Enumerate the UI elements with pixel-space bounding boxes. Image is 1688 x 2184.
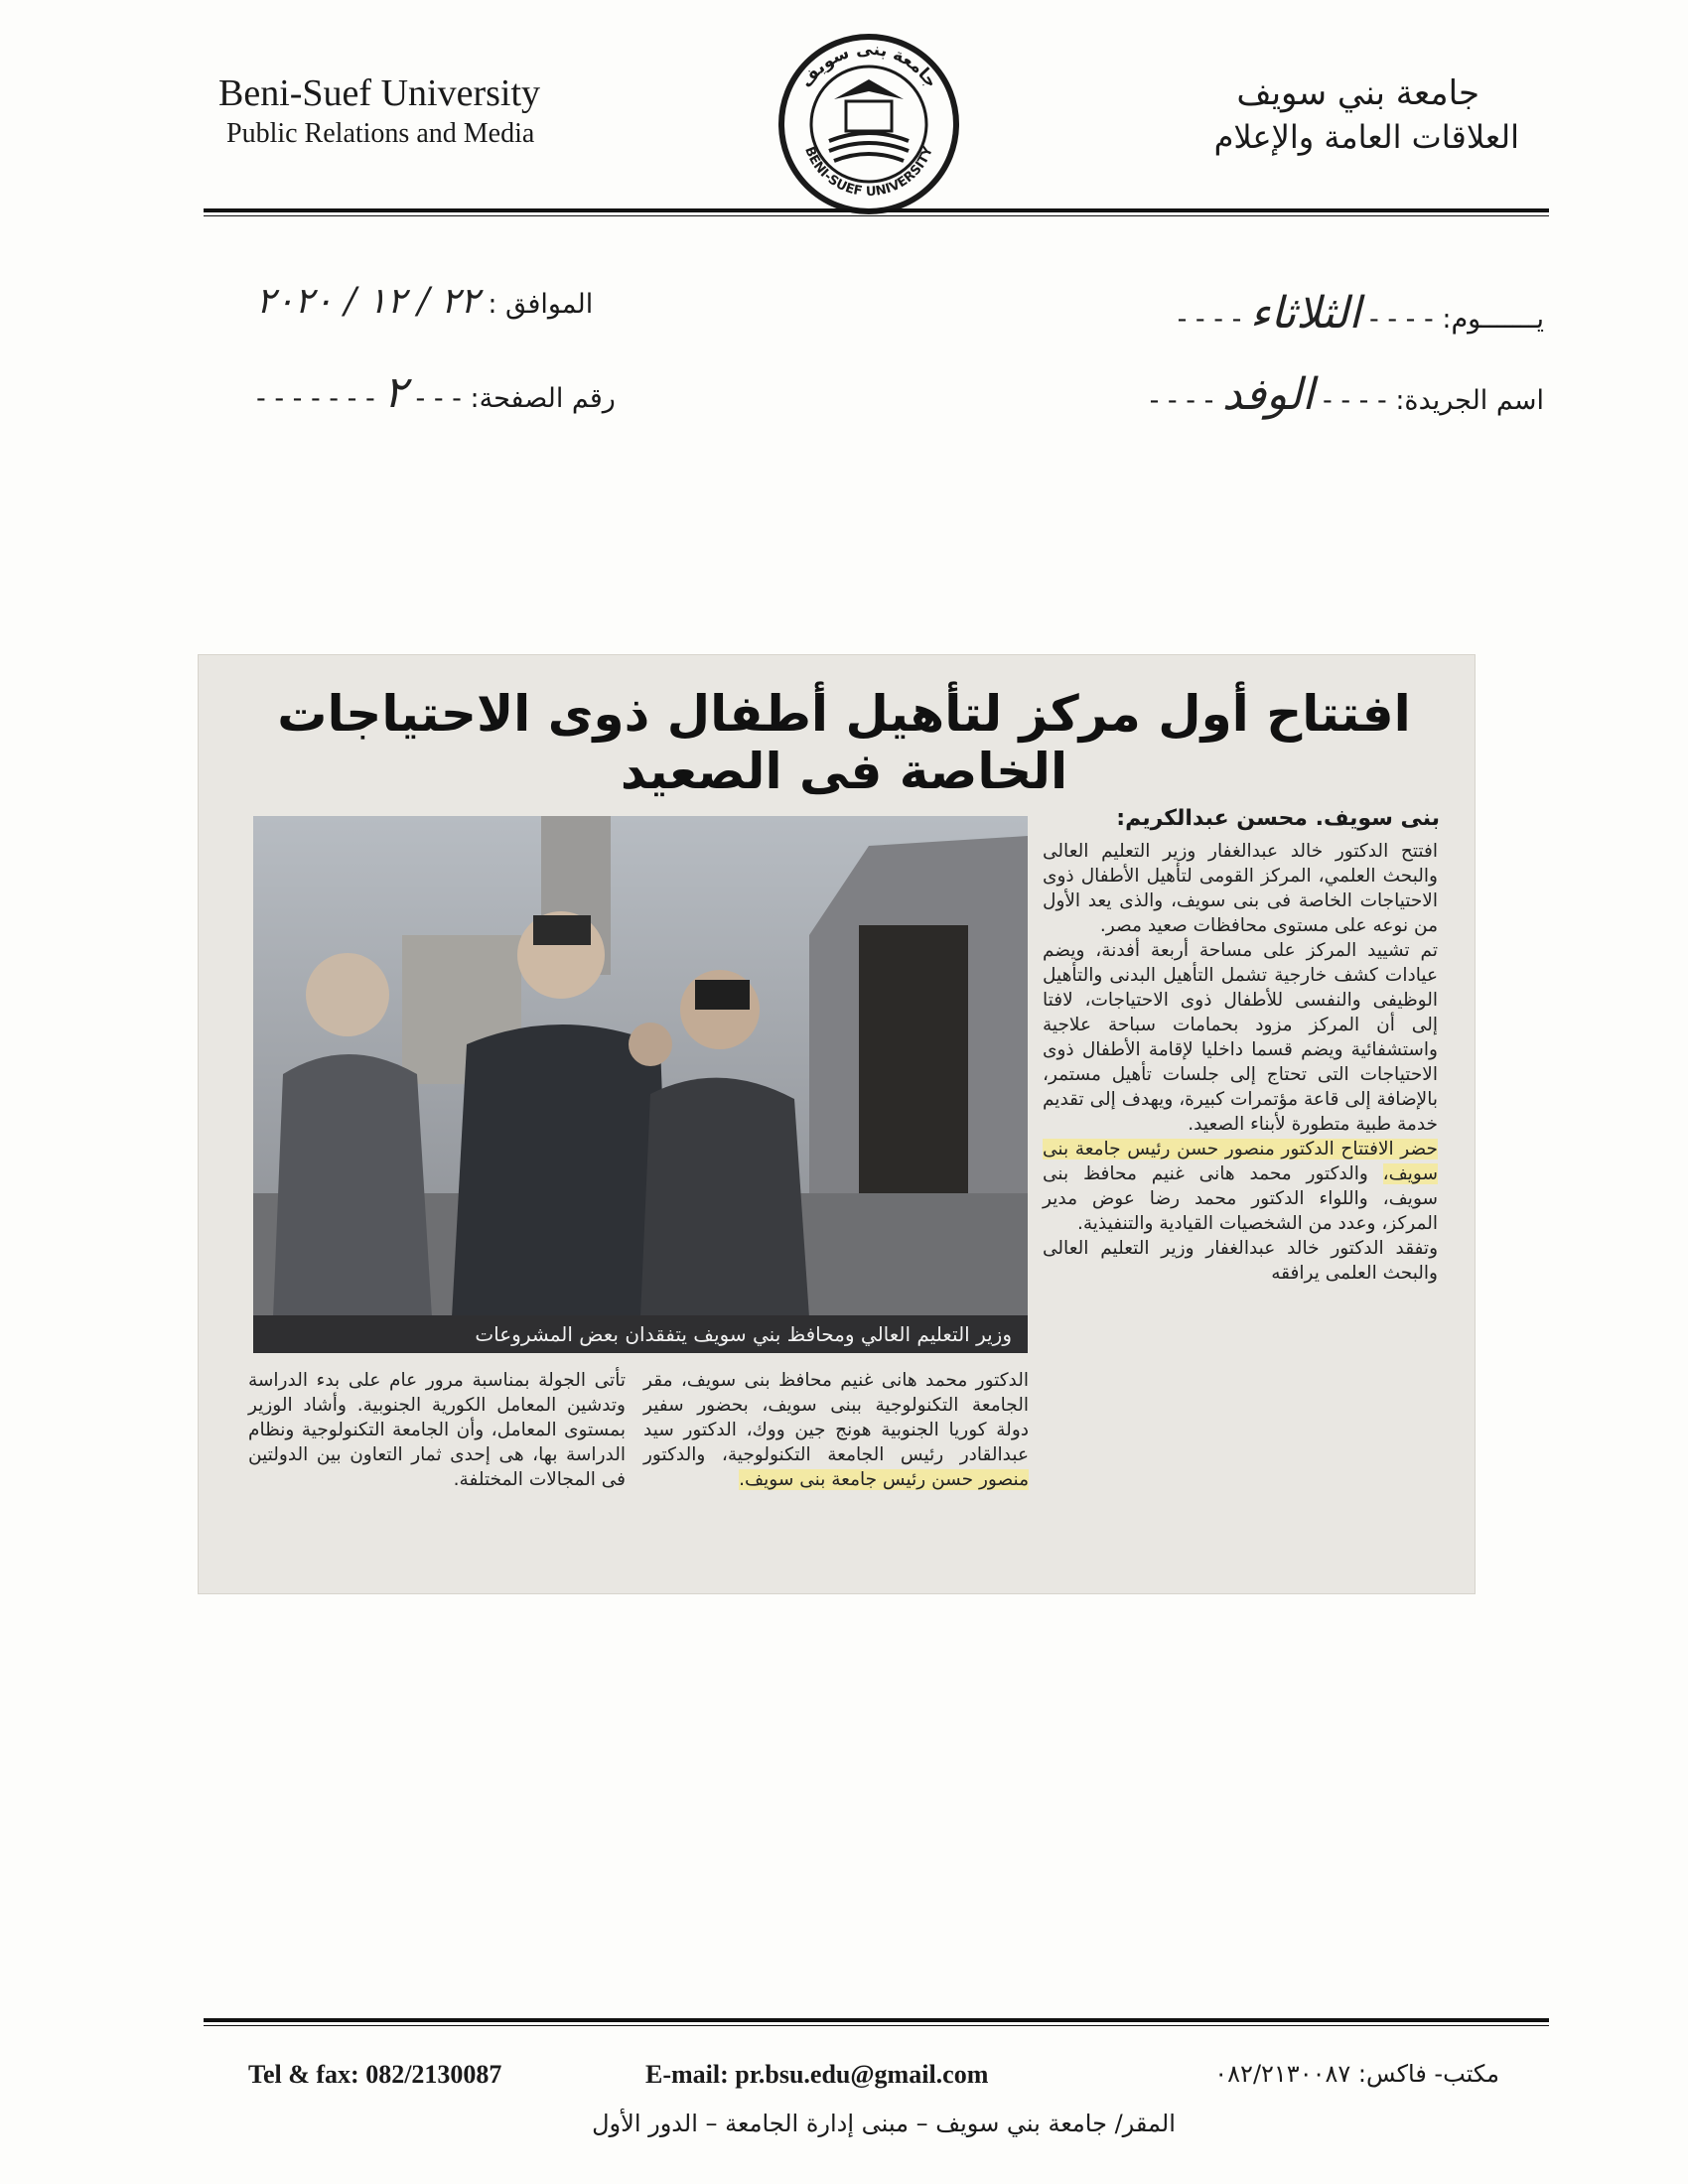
date-value: ٢٢ / ١٢ / ٢٠٢٠: [256, 281, 480, 322]
newspaper-field: اسم الجريدة: - - - - الوفد - - - -: [1149, 369, 1544, 420]
article-photo: [253, 816, 1028, 1317]
highlighted-text: منصور حسن رئيس جامعة بنى سويف.: [739, 1469, 1029, 1490]
highlighted-text: حضر الافتتاح الدكتور منصور حسن رئيس جامعة بنى سويف،: [1043, 1139, 1438, 1184]
paragraph: وتفقد الدكتور خالد عبدالغفار وزير التعليم العالى والبحث العلمى يرافقه: [1043, 1238, 1438, 1284]
article-column-right: [1043, 839, 1438, 1286]
english-department-name: Public Relations and Media: [226, 118, 535, 149]
article-headline: افتتاح أول مركز لتأهيل أطفال ذوى الاحتياجات الخاصة فى الصعيد: [277, 685, 1411, 800]
university-logo: [774, 30, 963, 218]
english-university-name: Beni-Suef University: [218, 72, 541, 114]
newspaper-label: اسم الجريدة:: [1395, 385, 1544, 416]
page-number-field: رقم الصفحة: - - - ٢ - - - - - - -: [256, 367, 616, 418]
photo-caption: وزير التعليم العالي ومحافظ بني سويف يتفقدان بعض المشروعات: [253, 1315, 1028, 1353]
day-value: الثلاثاء: [1249, 288, 1361, 339]
header-divider-thin: [204, 215, 1549, 216]
arabic-header: [1062, 71, 1519, 159]
newspaper-value: الوفد: [1221, 369, 1315, 420]
footer-divider-thin: [204, 2025, 1549, 2026]
paragraph: حضر الافتتاح الدكتور منصور حسن رئيس جامعة بنى سويف، والدكتور محمد هانى غنيم محافظ بنى سويف، واللواء الدكتور محمد رضا عوض مدير المركز، وعدد من الشخصيات القيادية والتنفيذية.: [1043, 1139, 1438, 1234]
footer-email[interactable]: E-mail: pr.bsu.edu@gmail.com: [645, 2060, 989, 2089]
article-column-middle: [643, 1368, 1029, 1492]
arabic-department-name: العلاقات العامة والإعلام: [1213, 118, 1519, 156]
svg-text:BENI-SUEF UNIVERSITY: BENI-SUEF UNIVERSITY: [801, 144, 936, 201]
svg-text:جامعة بنى سويف: جامعة بنى سويف: [796, 39, 941, 92]
article-byline: بنى سويف. محسن عبدالكريم:: [1116, 806, 1440, 831]
paragraph: تأتى الجولة بمناسبة مرور عام على بدء الدراسة وتدشين المعامل الكورية الجنوبية. وأشاد الوزير بمستوى المعامل، وأن الجامعة التكنولوجية ونظام الدراسة بها، هى إحدى ثمار التعاون بين الدولتين فى المجالات المختلفة.: [248, 1370, 626, 1490]
page-number-label: رقم الصفحة:: [470, 383, 616, 414]
day-label: يـــــــوم:: [1442, 304, 1544, 335]
day-field: يـــــــوم: - - - - الثلاثاء - - - -: [1177, 288, 1544, 339]
paragraph: الدكتور محمد هانى غنيم محافظ بنى سويف، مقر الجامعة التكنولوجية ببنى سويف، بحضور سفير دولة كوريا الجنوبية هونج جين ووك، الدكتور سيد عبدالقادر رئيس الجامعة التكنولوجية، والدكتور منصور حسن رئيس جامعة بنى سويف.: [643, 1370, 1029, 1490]
footer-arabic-address: المقر/ جامعة بني سويف – مبنى إدارة الجامعة – الدور الأول: [592, 2110, 1176, 2137]
footer-tel-fax: Tel & fax: 082/2130087: [248, 2060, 502, 2089]
date-label: الموافق :: [488, 289, 594, 320]
footer-divider: [204, 2018, 1549, 2022]
arabic-university-name: جامعة بني سويف: [1236, 73, 1479, 113]
date-field: [256, 281, 593, 322]
page-number-value: ٢: [383, 367, 407, 418]
footer-arabic-office: مكتب- فاكس: ٠٨٢/٢١٣٠٠٨٧: [1214, 2060, 1499, 2088]
article-column-left: [248, 1368, 626, 1492]
paragraph: افتتح الدكتور خالد عبدالغفار وزير التعليم العالى والبحث العلمي، المركز القومى لتأهيل الأطفال ذوى الاحتياجات الخاصة فى بنى سويف، والذى يعد الأول من نوعه على مستوى محافظات صعيد مصر.: [1043, 841, 1438, 936]
header-divider: [204, 208, 1549, 212]
paragraph: تم تشييد المركز على مساحة أربعة أفدنة، ويضم عيادات كشف خارجية تشمل التأهيل البدنى والتأهيل الوظيفى والنفسى للأطفال ذوى الاحتياجات، لافتا إلى أن المركز مزود بحمامات سباحة علاجية واستشفائية ويضم قسما داخليا لإقامة الأطفال ذوى الاحتياجات التى تحتاج إلى جلسات تأهيل مستمر، بالإضافة إلى قاعة مؤتمرات كبيرة، ويهدف إلى تقديم خدمة طبية متطورة لأبناء الصعيد.: [1043, 940, 1438, 1135]
english-header: [218, 71, 635, 153]
